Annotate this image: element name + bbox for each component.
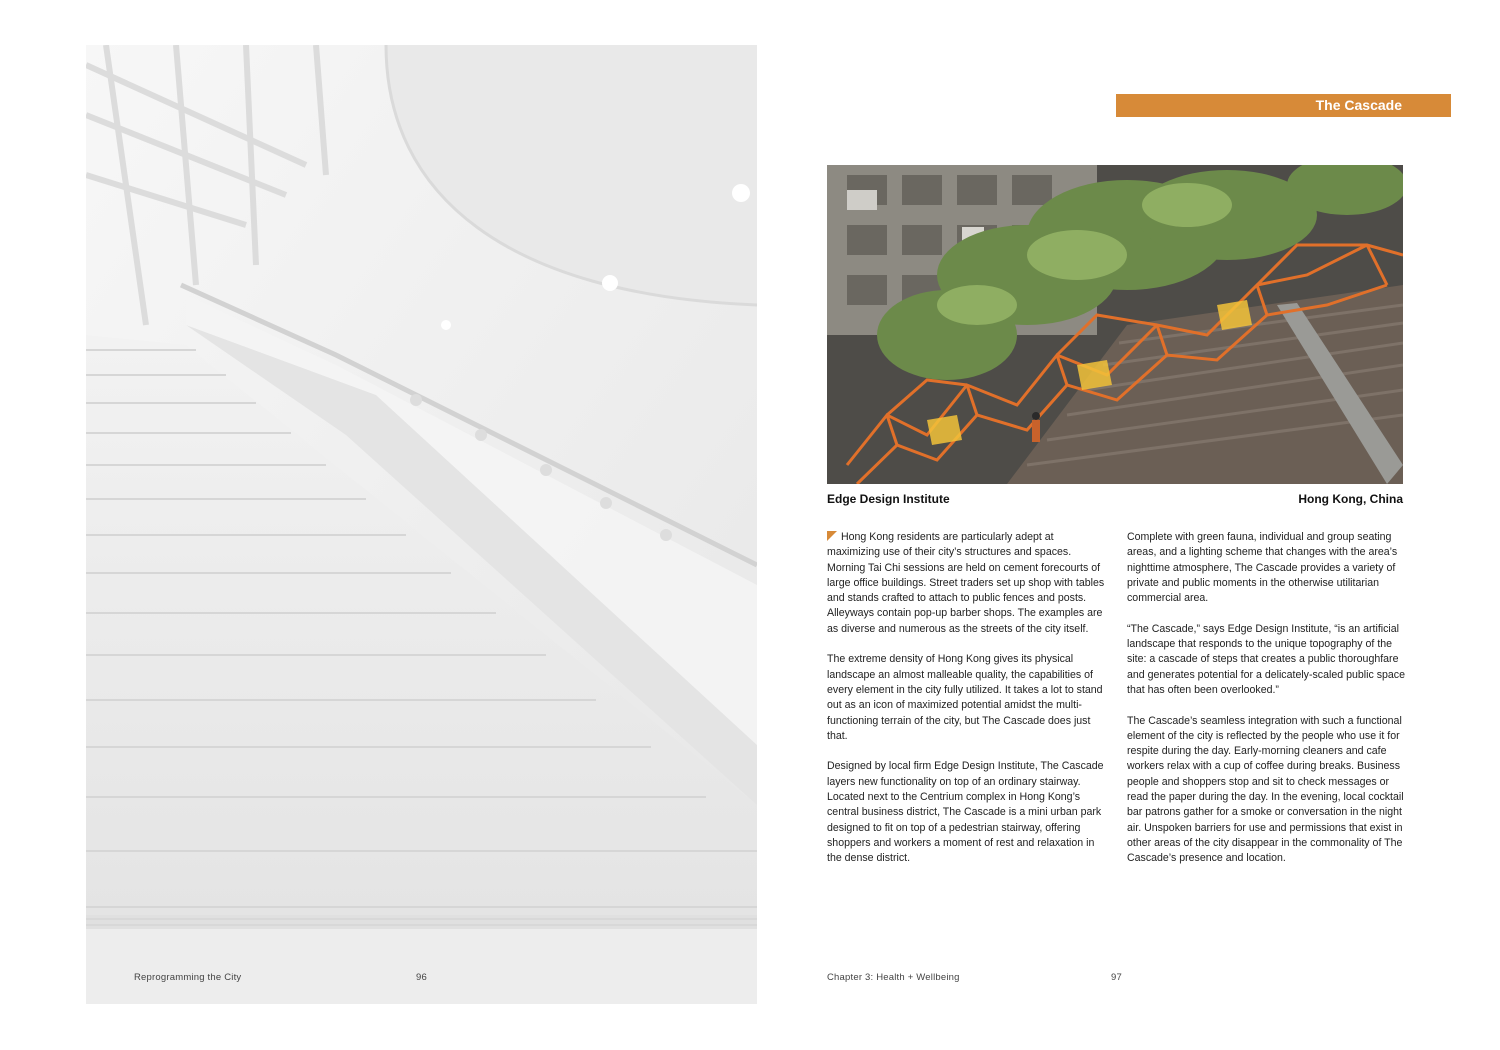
text-column-right [1127, 530, 1405, 882]
cascade-illustration [827, 165, 1403, 484]
staircase-illustration [86, 45, 757, 1004]
left-page-number: 96 [416, 972, 427, 983]
right-footer-chapter: Chapter 3: Health + Wellbeing [827, 972, 960, 983]
caption-designer: Edge Design Institute [827, 492, 950, 506]
paragraph-text: Hong Kong residents are particularly adept at maximizing use of their city’s structures and spaces. Morning Tai Chi sessions are held on cement forecourts of large office buildings. Street traders set up shop with tables and stands crafted to attach to public fences and posts. Alleyways contain pop-up barber shops. The examples are as diverse and numerous as the streets of the city itself. [827, 531, 1105, 635]
text-column-left [827, 530, 1105, 882]
cascade-photo [827, 165, 1403, 484]
paragraph: “The Cascade,” says Edge Design Institute, “is an artificial landscape that responds to the unique topography of the site: a cascade of steps that creates a public thoroughfare and generates potential for a delicately-scaled public space that has often been overlooked.” [1127, 622, 1405, 696]
paragraph [827, 530, 1105, 637]
section-title: The Cascade [1315, 97, 1402, 113]
caption-location: Hong Kong, China [1298, 492, 1403, 506]
right-page-number: 97 [1111, 972, 1122, 983]
paragraph: The Cascade’s seamless integration with such a functional element of the city is reflected by the people who use it for respite during the day. Early-morning cleaners and cafe workers relax with a cup of coffee during breaks. Business people and shoppers stop and sit to check messages or read the paper during the day. In the evening, local cocktail bar patrons gather for a smoke or conversation in the night air. Unspoken barriers for use and permissions that exist in other areas of the city disappear in the commonality of The Cascade’s presence and location. [1127, 714, 1404, 865]
section-title-bar [1116, 94, 1451, 117]
paragraph: Complete with green fauna, individual and group seating areas, and a lighting scheme that changes with the area’s nighttime atmosphere, The Cascade provides a variety of private and public moments in the otherwise utilitarian commercial area. [1127, 531, 1398, 605]
paragraph: The extreme density of Hong Kong gives its physical landscape an almost malleable quality, the capabilities of every element in the city fully utilized. It takes a lot to stand out as an icon of maximized potential amidst the multi-functioning terrain of the city, but The Cascade does just that. [827, 653, 1103, 742]
paragraph: Designed by local firm Edge Design Institute, The Cascade layers new functionality on top of an ordinary stairway. Located next to the Centrium complex in Hong Kong’s central business district, The Cascade is a mini urban park designed to fit on top of a pedestrian stairway, offering shoppers and workers a moment of rest and relaxation in the dense district. [827, 760, 1104, 865]
left-footer-title: Reprogramming the City [134, 972, 242, 983]
left-page-staircase-photo [86, 45, 757, 1004]
lead-triangle-icon [827, 531, 837, 541]
